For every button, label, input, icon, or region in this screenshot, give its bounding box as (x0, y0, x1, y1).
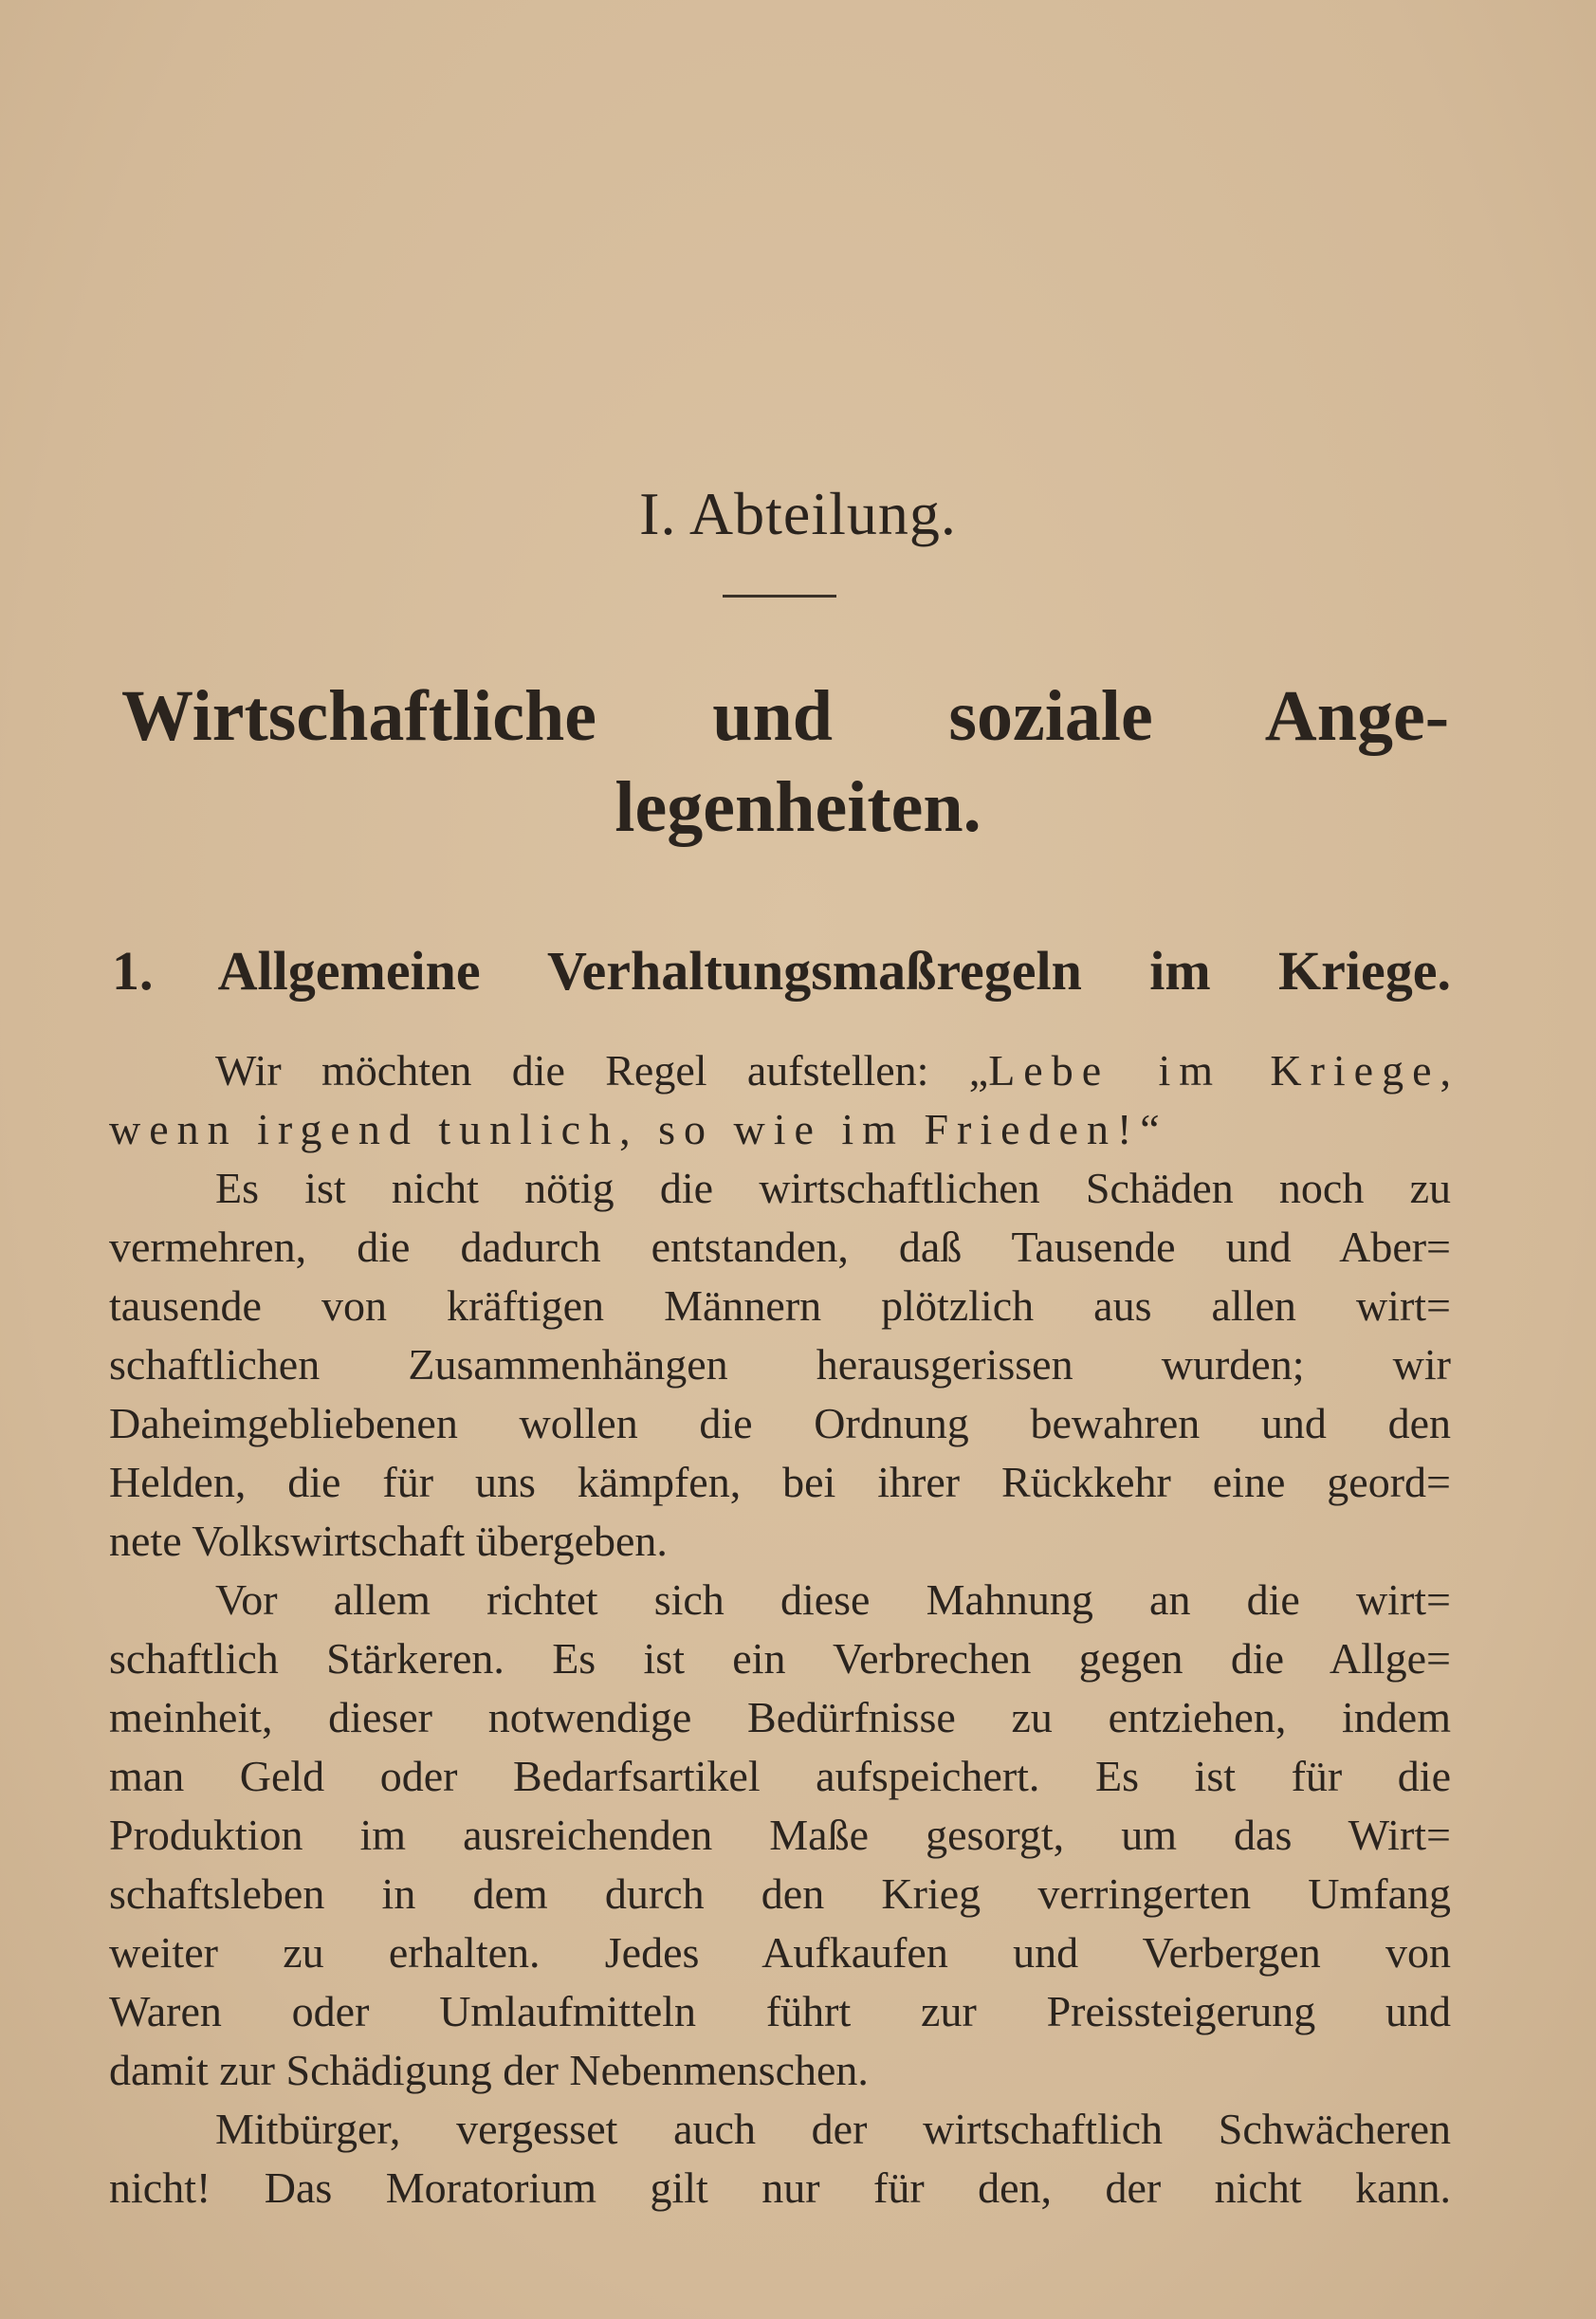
text-line: Vor allem richtet sich diese Mahnung an die wirt= (215, 1575, 1451, 1624)
part-title: I. Abteilung. (639, 480, 957, 547)
chapter-title-line-2: legenheiten. (615, 767, 981, 847)
text-span: , (1440, 1046, 1451, 1095)
text-span: “ (1140, 1105, 1160, 1153)
text-line: nicht! Das Moratorium gilt nur für den, der nicht kann. (109, 2163, 1451, 2212)
text-line: Waren oder Umlaufmitteln führt zur Preissteigerung und (109, 1987, 1451, 2035)
text-line: meinheit, dieser notwendige Bedürfnisse zu entziehen, indem (109, 1693, 1451, 1741)
text-line: nete Volkswirtschaft übergeben. (109, 1517, 668, 1565)
spaced-emphasis: Lebe im Kriege (988, 1046, 1440, 1095)
chapter-title-line-1: Wirtschaftliche und soziale Ange- (121, 676, 1449, 756)
text-span: Wir möchten die Regel aufstellen: „ (215, 1046, 989, 1095)
text-line: damit zur Schädigung der Nebenmenschen. (109, 2046, 869, 2094)
text-line (109, 1041, 1451, 1100)
text-line: Helden, die für uns kämpfen, bei ihrer Rückkehr eine geord= (109, 1458, 1451, 1506)
text-line: schaftlich Stärkeren. Es ist ein Verbrechen gegen die Allge= (109, 1634, 1451, 1683)
text-line (109, 1100, 1451, 1159)
text-line: Es ist nicht nötig die wirtschaftlichen Schäden noch zu (215, 1164, 1451, 1212)
text-line: schaftlichen Zusammenhängen herausgerissen wurden; wir (109, 1340, 1451, 1389)
text-line: Mitbürger, vergesset auch der wirtschaftlich Schwächeren (215, 2105, 1451, 2153)
text-line: weiter zu erhalten. Jedes Aufkaufen und Verbergen von (109, 1928, 1451, 1977)
text-line: Daheimgebliebenen wollen die Ordnung bewahren und den (109, 1399, 1451, 1447)
text-line: man Geld oder Bedarfsartikel aufspeichert. Es ist für die (109, 1752, 1451, 1800)
text-line: schaftsleben in dem durch den Krieg verringerten Umfang (109, 1869, 1451, 1918)
title-divider (723, 595, 836, 598)
body-text (109, 1041, 1451, 2218)
section-title: 1. Allgemeine Verhaltungsmaßregeln im Kriege. (112, 940, 1451, 1002)
spaced-emphasis: wenn irgend tunlich, so wie im Frieden! (109, 1105, 1141, 1153)
text-line: tausende von kräftigen Männern plötzlich aus allen wirt= (109, 1281, 1451, 1330)
text-line: vermehren, die dadurch entstanden, daß Tausende und Aber= (109, 1223, 1451, 1271)
text-line: Produktion im ausreichenden Maße gesorgt, um das Wirt= (109, 1811, 1451, 1859)
